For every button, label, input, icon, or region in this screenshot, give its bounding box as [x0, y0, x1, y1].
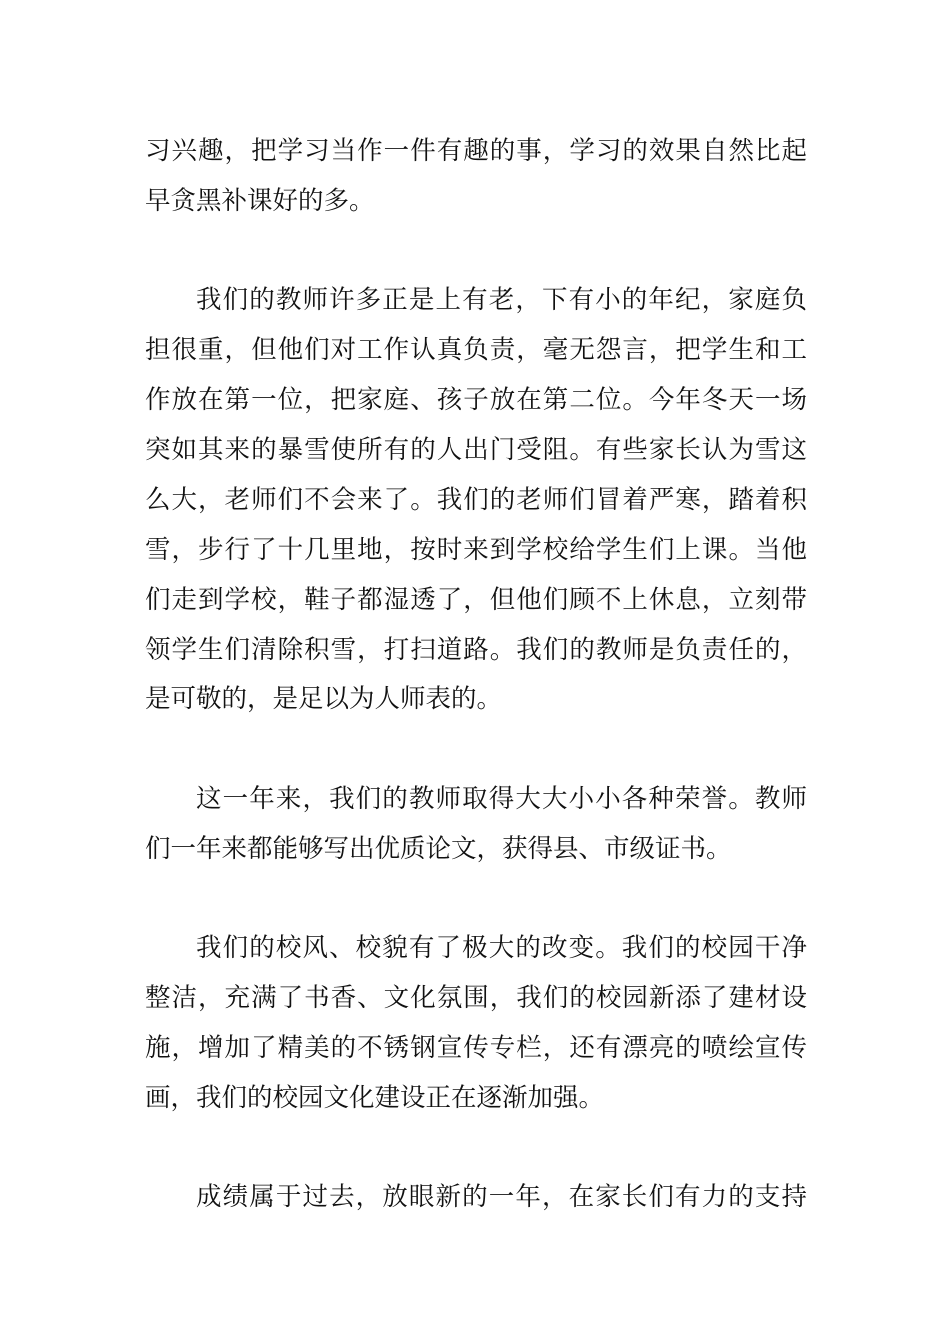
paragraph-4-line-2: 整洁，充满了书香、文化氛围，我们的校园新添了建材设: [145, 983, 807, 1013]
paragraph-3-line-1: 这一年来，我们的教师取得大大小小各种荣誉。教师: [196, 784, 807, 814]
paragraph-5-line-1: 成绩属于过去，放眼新的一年，在家长们有力的支持: [196, 1182, 807, 1212]
paragraph-2-line-6: 雪，步行了十几里地，按时来到学校给学生们上课。当他: [145, 535, 807, 565]
paragraph-2-line-2: 担很重，但他们对工作认真负责，毫无怨言，把学生和工: [145, 335, 807, 365]
paragraph-2-line-9: 是可敬的，是足以为人师表的。: [145, 684, 503, 714]
paragraph-2-line-5: 么大，老师们不会来了。我们的老师们冒着严寒，踏着积: [145, 485, 807, 515]
paragraph-4-line-4: 画，我们的校园文化建设正在逐渐加强。: [145, 1083, 605, 1113]
paragraph-2-line-4: 突如其来的暴雪使所有的人出门受阻。有些家长认为雪这: [145, 435, 807, 465]
paragraph-4-line-3: 施，增加了精美的不锈钢宣传专栏，还有漂亮的喷绘宣传: [145, 1033, 807, 1063]
paragraph-2-line-1: 我们的教师许多正是上有老，下有小的年纪，家庭负: [196, 285, 807, 315]
paragraph-2-line-8: 领学生们清除积雪，打扫道路。我们的教师是负责任的，: [145, 635, 807, 665]
paragraph-3-line-2: 们一年来都能够写出优质论文，获得县、市级证书。: [145, 834, 732, 864]
paragraph-2-line-3: 作放在第一位，把家庭、孩子放在第二位。今年冬天一场: [145, 385, 807, 415]
paragraph-1-line-2: 早贪黑补课好的多。: [145, 186, 375, 216]
paragraph-2-line-7: 们走到学校，鞋子都湿透了，但他们顾不上休息，立刻带: [145, 585, 807, 615]
paragraph-1-line-1: 习兴趣，把学习当作一件有趣的事，学习的效果自然比起: [145, 136, 807, 166]
paragraph-4-line-1: 我们的校风、校貌有了极大的改变。我们的校园干净: [196, 933, 807, 963]
